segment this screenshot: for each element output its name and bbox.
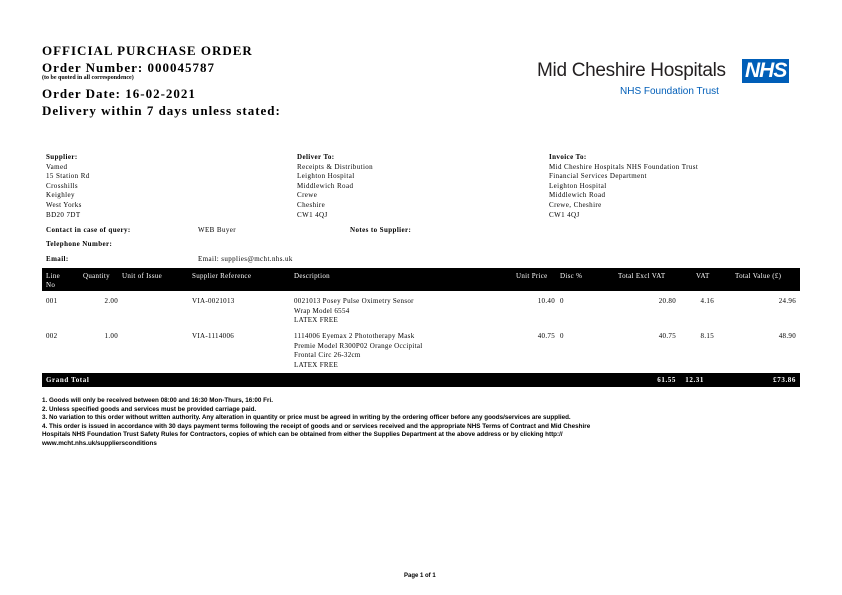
address-line: Financial Services Department (549, 172, 647, 181)
col-line-no-2: No (46, 281, 56, 289)
cell-description-line: 0021013 Posey Pulse Oximetry Sensor (294, 297, 414, 305)
col-total-excl-vat: Total Excl VAT (618, 272, 666, 280)
terms-and-conditions (42, 397, 802, 449)
address-line: BD20 7DT (46, 210, 81, 219)
cell-description-line: 1114006 Eyemax 2 Phototherapy Mask (294, 332, 415, 340)
address-line: West Yorks (46, 200, 82, 209)
term-line: Hospitals NHS Foundation Trust Safety Rules for Contractors, copies of which can be obtained from either the Supplies Department at the above address or by clicking http:// (42, 431, 563, 439)
table-header (42, 268, 800, 291)
cell-total-value: 48.90 (778, 332, 796, 340)
col-line-no-1: Line (46, 272, 61, 280)
cell-vat: 4.16 (700, 297, 714, 305)
order-number: Order Number: 000045787 (42, 60, 215, 75)
cell-quantity: 2.00 (104, 297, 118, 305)
contact-value: WEB Buyer (198, 226, 237, 234)
cell-description-line: LATEX FREE (294, 360, 339, 369)
cell-unit-price: 40.75 (537, 332, 555, 340)
supplier-label: Supplier: (46, 153, 78, 161)
address-line: Cheshire (297, 200, 326, 209)
term-line: 3. No variation to this order without written authority. Any alteration in quantity or price must be agreed in writing by the ordering officer before any goods/services are supplied. (42, 414, 571, 422)
deliver-to-label: Deliver To: (297, 153, 335, 161)
cell-line: 001 (46, 297, 58, 305)
grand-total-value: £73.86 (773, 376, 796, 384)
cell-total-value: 24.96 (778, 297, 796, 305)
page-number: Page 1 of 1 (404, 573, 436, 579)
address-line: 15 Station Rd (46, 172, 90, 181)
invoice-to-label: Invoice To: (549, 153, 587, 161)
col-unit-of-issue: Unit of Issue (122, 272, 163, 280)
grand-total-vat: 12.31 (685, 376, 704, 384)
deliver-to-address (297, 153, 373, 220)
cell-supplier-ref: VIA-0021013 (192, 297, 235, 305)
logo-org-name: Mid Cheshire Hospitals (537, 60, 726, 81)
term-line: 1. Goods will only be received between 08:00 and 16:30 Mon-Thurs, 16:00 Fri. (42, 397, 273, 404)
address-line: Middlewich Road (297, 181, 354, 190)
telephone-label: Telephone Number: (46, 240, 113, 248)
term-line: 2. Unless specified goods and services must be provided carriage paid. (42, 405, 257, 413)
col-total-value: Total Value (£) (735, 272, 782, 280)
grand-total-row (42, 373, 800, 387)
cell-disc: 0 (560, 297, 564, 305)
email-value: Email: supplies@mcht.nhs.uk (198, 255, 293, 263)
address-line: Leighton Hospital (297, 172, 355, 181)
col-vat: VAT (696, 272, 710, 280)
cell-description-line: Frontal Circ 26-32cm (294, 351, 361, 360)
cell-total-excl-vat: 40.75 (658, 332, 676, 340)
col-disc: Disc % (560, 272, 583, 280)
cell-description-line: Premie Model R300P02 Orange Occipital (294, 341, 423, 350)
invoice-to-address (549, 153, 698, 220)
address-line: Middlewich Road (549, 191, 606, 200)
cell-description-line: Wrap Model 6554 (294, 306, 350, 315)
address-line: Crosshills (46, 181, 79, 190)
supplier-address (46, 153, 90, 220)
cell-line: 002 (46, 332, 58, 340)
cell-vat: 8.15 (700, 332, 714, 340)
notes-to-supplier-label: Notes to Supplier: (350, 226, 412, 234)
term-line: 4. This order is issued in accordance with 30 days payment terms following the receipt of goods and or services received and the appropriate NHS Terms of Contract and Mid Cheshire (42, 422, 591, 430)
email-label: Email: (46, 255, 69, 263)
quote-note: (to be quoted in all correspondence) (42, 75, 134, 81)
address-line: Crewe, Cheshire (549, 200, 602, 209)
cell-description-line: LATEX FREE (294, 316, 339, 325)
term-line: www.mcht.nhs.uk/suppliersconditions (42, 439, 157, 447)
col-quantity: Quantity (83, 272, 110, 280)
address-line: Keighley (46, 191, 75, 200)
cell-supplier-ref: VIA-1114006 (192, 332, 235, 340)
grand-total-excl-vat: 61.55 (657, 376, 676, 384)
nhs-badge: NHS (742, 59, 789, 83)
col-supplier-reference: Supplier Reference (192, 272, 252, 280)
contact-label: Contact in case of query: (46, 226, 131, 234)
trust-logo (537, 60, 726, 82)
delivery-note: Delivery within 7 days unless stated: (42, 103, 281, 118)
address-line: Mid Cheshire Hospitals NHS Foundation Trust (549, 162, 699, 171)
address-line: CW1 4QJ (549, 210, 580, 219)
cell-quantity: 1.00 (104, 332, 118, 340)
col-line-no (46, 272, 60, 290)
document-title: OFFICIAL PURCHASE ORDER (42, 43, 253, 58)
logo-trust-name: NHS Foundation Trust (620, 86, 719, 97)
cell-disc: 0 (560, 332, 564, 340)
address-line: CW1 4QJ (297, 210, 328, 219)
col-description: Description (294, 272, 330, 280)
col-unit-price: Unit Price (516, 272, 548, 280)
order-date: Order Date: 16-02-2021 (42, 86, 196, 101)
cell-unit-price: 10.40 (537, 297, 555, 305)
cell-total-excl-vat: 20.80 (658, 297, 676, 305)
address-line: Crewe (297, 191, 318, 200)
address-line: Vamed (46, 162, 68, 171)
address-line: Receipts & Distribution (297, 162, 374, 171)
grand-total-label: Grand Total (46, 376, 90, 384)
address-line: Leighton Hospital (549, 181, 607, 190)
